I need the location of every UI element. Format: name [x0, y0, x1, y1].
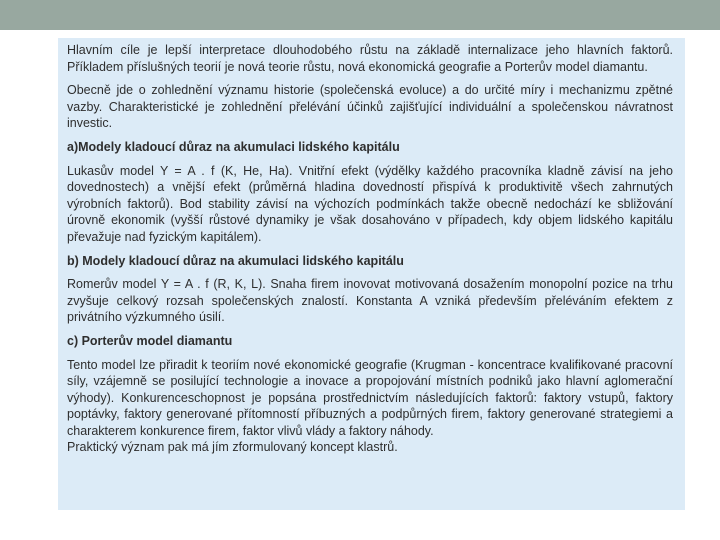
intro-paragraph-2: Obecně jde o zohlednění významu historie (společenská evoluce) a do určité míry i mechanizmu zpětné vazby. Charakteristické je zohlednění přelévání účinků zajišťující individuální a společenskou návratnost investic. — [67, 83, 673, 131]
section-a-text: Lukasův model Y = A . f (K, He, Ha). Vnitřní efekt (výdělky každého pracovníka kladně závisí na jeho dovednostech) a vnější efekt (průměrná hladina dovedností přispívá k produktivitě všech zahrnutých výrobních faktorů). Bod stability závisí na výchozích podmínkách takže obecně nedochází ke sbližování úrovně ekonomik (vyšší růstové dynamiky je však dosahováno v případech, kdy objem lidského kapitálu převažuje nad fyzickým kapitálem). — [67, 163, 673, 244]
slide-text-panel — [58, 38, 685, 510]
section-b-text: Romerův model Y = A . f (R, K, L). Snaha firem inovovat motivovaná dosažením monopolní pozice na trhu zvyšuje celkový rozsah společenských znalostí. Konstanta A vzniká především přeléváním efektem z privátního výzkumného úsilí. — [67, 277, 673, 325]
section-c-closing: Praktický význam pak má jím zformulovaný koncept klastrů. — [67, 440, 398, 455]
section-c-text: Tento model lze přiradit k teoriím nové ekonomické geografie (Krugman - koncentrace kvalifikované pracovní síly, vzájemně se posilující technologie a inovace a propojování místních podniků jako hlavní aglomerační výhody). Konkurenceschopnost je popsána prostřednictvím následujících faktorů: faktory vstupů, faktory poptávky, faktory generované přítomností příbuzných a podpůrných firem, faktory generované strategiemi a charakterem konkurence firem, faktor vlivů vlády a faktory náhody. — [67, 357, 673, 438]
intro-paragraph-1: Hlavním cíle je lepší interpretace dlouhodobého růstu na základě internalizace jeho hlavních faktorů. Příkladem příslušných teorií je nová teorie růstu, nová ekonomická geografie a Porterův model diamantu. — [67, 43, 673, 74]
section-b-heading: b) Modely kladoucí důraz na akumulaci lidského kapitálu — [67, 253, 404, 268]
section-c-heading: c) Porterův model diamantu — [67, 333, 233, 348]
top-bar — [0, 0, 720, 30]
section-a-heading: a)Modely kladoucí důraz na akumulaci lidského kapitálu — [67, 139, 400, 154]
